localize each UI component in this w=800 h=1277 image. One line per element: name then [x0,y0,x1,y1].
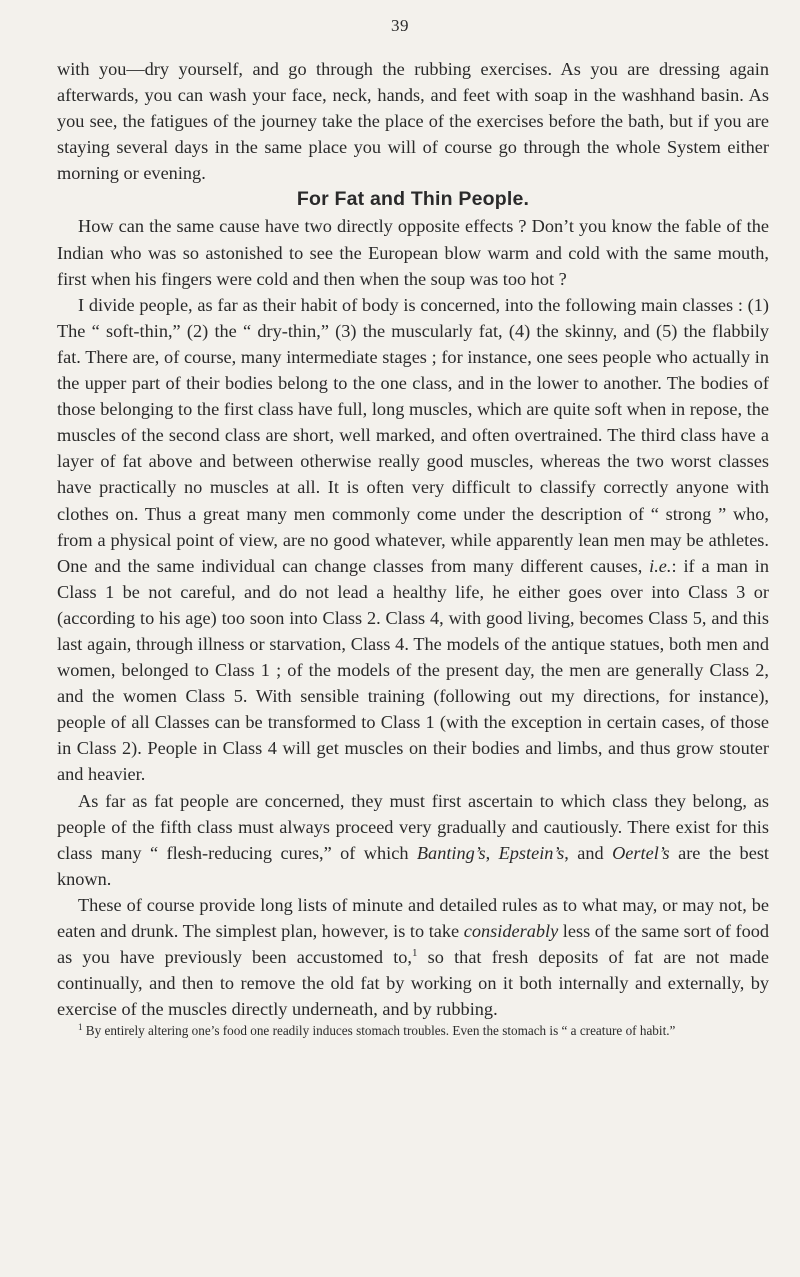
paragraph-4: As far as fat people are concerned, they must first ascertain to which class they belong, as people of the fifth class must always proceed very gradually and cautiously. There exist for this class many “ flesh-reducing cures,” of which Banting’s, Epstein’s, and Oertel’s are the best known. [57,790,770,889]
cure-epstein: Epstein’s [498,842,565,863]
cure-banting: Banting’s [416,842,486,863]
paragraph-5 [57,892,769,1022]
footnote [57,1022,769,1040]
paragraph-3-text-end: : if a man in Class 1 be not careful, and do not lead a healthy life, he either goes over into Class 3 or (according to his age) too soon into Class 2. Class 4, with good living, becomes Class 5, and this last again, through illness or starvation, Class 4. The models of the antique statues, both men and women, belonged to Class 1 ; of the models of the present day, the men are generally Class 2, and the women Class 5. With sensible training (following out my directions, for instance), people of all Classes can be transformed to Class 1 (with the exception in certain cases, of those in Class 2). People in Class 4 will get muscles on their bodies and limbs, and thus grow stouter and heavier. [57,555,769,785]
cure-oertel: Oertel’s [612,842,670,863]
emphasis-considerably: considerably [463,921,559,941]
footnote-number: 1 [78,1022,83,1033]
paragraph-2: How can the same cause have two directly opposite effects ? Don’t you know the fable of the Indian who was so astonished to see the European blow warm and cold with the same mouth, first when his fingers were cold and then when the soup was too hot ? [57,216,769,289]
page-number: 39 [391,16,409,35]
section-heading: For Fat and Thin People. [296,188,530,211]
page-body [57,56,769,1040]
paragraph-3-text: I divide people, as far as their habit of body is concerned, into the following main classes : (1) The “ soft-thin,” (2) the “ dry-thin,” (3) the muscularly fat, (4) the skinny, and (5) the flabbily fat. There are, of course, many intermediate stages ; for instance, one sees people who actually in the upper part of their bodies belong to the one class, and in the lower to another. The bodies of those belonging to the first class have full, long muscles, which are quite soft when in repose, the muscles of the second class are short, well marked, and often overtrained. The third class have a layer of fat above and between otherwise really good muscles, whereas the two worst classes have practically no muscles at all. It is often very difficult to classify correctly anyone with clothes on. Thus a great many men commonly come under the description of “ strong ” who, from a physical point of view, are no good whatever, while apparently lean men may be athletes. One and the same individual can change classes from many different causes, [57,294,769,576]
paragraph-5-text: These of course provide long lists of minute and detailed rules as to what may, or may not, be eaten and drunk. The simplest plan, however, is to take [57,894,769,941]
paragraph-4-text: As far as fat people are concerned, they must first ascertain to which class they belong, as people of the fifth class must always proceed very gradually and cautiously. There exist for this class many “ flesh-reducing cures,” of which [57,790,769,863]
footnote-text: By entirely altering one’s food one readily induces stomach troubles. Even the stomach is “ a creature of habit.” [85,1023,676,1039]
paragraph-1: with you—dry yourself, and go through the rubbing exercises. As you are dressing again afterwards, you can wash your face, neck, hands, and feet with soap in the washhand basin. As you see, the fatigues of the journey take the place of the exercises before the bath, but if you are staying several days in the same place you will of course go through the whole System either morning or evening. [57,59,769,184]
abbreviation-ie: i.e. [649,555,672,576]
paragraph-5-text-end: so that fresh deposits of fat are not made continually, and then to remove the old fat by working on it both internally and externally, by exercise of the muscles directly underneath, and by rubbing. [57,947,769,1020]
cure-conjunction: and [577,842,604,863]
paragraph-3 [57,292,769,788]
footnote-reference: 1 [411,947,418,960]
paragraph-4-text-end: are the best known. [57,842,770,889]
paragraph-5-text-mid: less of the same sort of food as you have previously been accustomed to, [57,921,769,968]
